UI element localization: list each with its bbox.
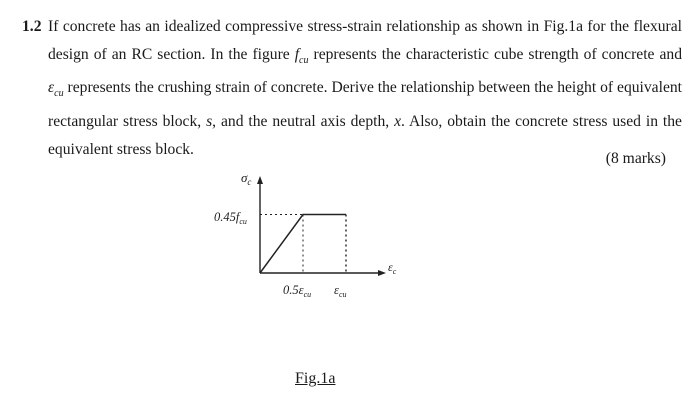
stress-strain-curve [260, 215, 346, 274]
question-text: If concrete has an idealized compressive stress-strain relationship as shown in Fig.1a for the flexural design of an RC section. In the figure $f_{cu}$ represents the characteristic cube strength of concrete and $\varepsilon_{cu}$ represents the crushing strain of concrete. Derive the relationship between the height of equivalent rectangular stress block, s, and the neutral axis depth, x. Also, obtain the concrete stress used in the equivalent stress block. [48, 18, 682, 158]
x-axis-arrow [378, 270, 386, 276]
fcu-symbol: $f_{cu}$ [294, 45, 309, 66]
var-x: x [394, 113, 401, 130]
question-number: 1.2 [22, 18, 42, 35]
y-axis-arrow [257, 176, 263, 184]
strain-tick-label-2: $\varepsilon_{cu}$ [334, 283, 347, 299]
y-axis-label: $\sigma_c$ [241, 170, 252, 187]
x-axis-label: $\varepsilon_c$ [388, 260, 397, 276]
strain-tick-label-1: $0.5\varepsilon_{cu}$ [283, 283, 312, 299]
stress-tick-label: $0.45f_{cu}$ [214, 210, 247, 226]
marks-label: (8 marks) [605, 150, 666, 167]
figure-caption: Fig.1a [295, 370, 336, 387]
var-s: s [206, 113, 213, 130]
ecu-symbol: $\varepsilon_{cu}$ [48, 79, 64, 100]
